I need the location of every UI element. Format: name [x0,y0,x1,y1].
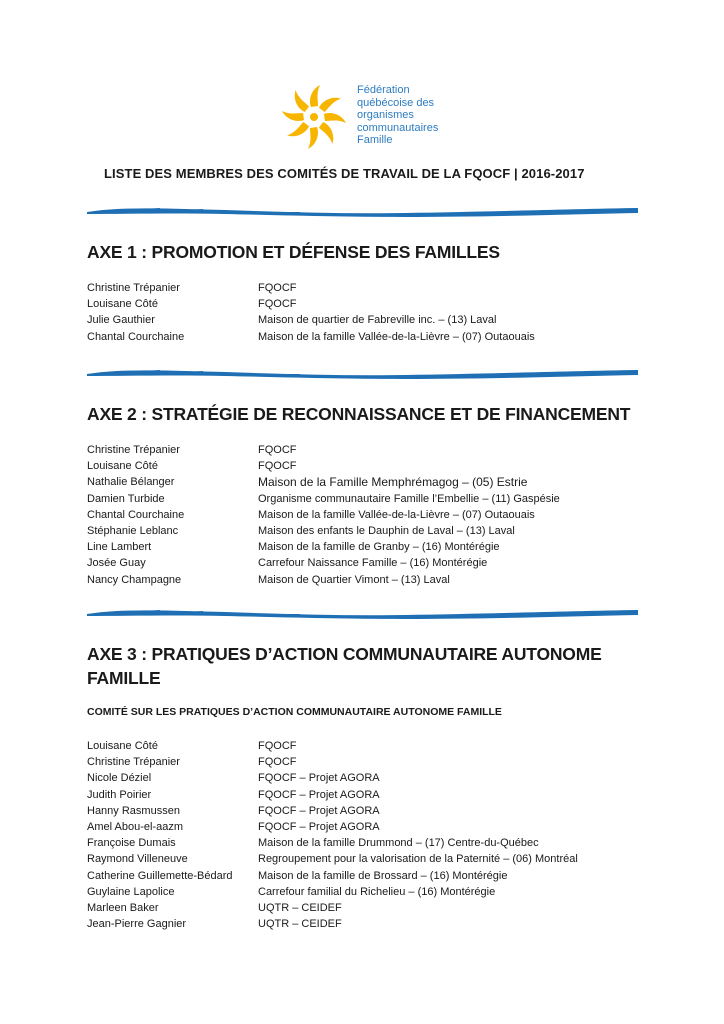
sun-logo-icon [280,82,352,152]
axe-3-subtitle: COMITÉ SUR LES PRATIQUES D’ACTION COMMUNAUTAIRE AUTONOME FAMILLE [87,706,502,718]
axe-1-title: AXE 1 : PROMOTION ET DÉFENSE DES FAMILLES [87,242,500,262]
member-name: Nancy Champagne [87,573,182,586]
member-row [87,835,647,851]
member-org: FQOCF [258,460,297,473]
axe-1-member-list [87,280,647,345]
member-name: Christine Trépanier [87,444,180,457]
member-org: Maison de quartier de Fabreville inc. – (13) Laval [258,314,497,327]
axe-2-title: AXE 2 : STRATÉGIE DE RECONNAISSANCE ET DE FINANCEMENT [87,404,631,424]
member-row [87,474,647,490]
member-org: Maison de la famille Vallée-de-la-Lièvre – (07) Outaouais [258,508,535,521]
member-name: Nathalie Bélanger [87,476,175,489]
member-name: Louisane Côté [87,460,158,473]
member-org: Maison des enfants le Dauphin de Laval – (13) Laval [258,525,515,538]
member-org: FQOCF [258,298,297,311]
member-org: FQOCF – Projet AGORA [258,821,380,834]
member-name: Louisane Côté [87,740,158,753]
member-row [87,868,647,884]
member-row [87,539,647,555]
member-org: UQTR – CEIDEF [258,918,342,931]
axe-2-member-list [87,442,647,588]
member-row [87,442,647,458]
member-org: Regroupement pour la valorisation de la Paternité – (06) Montréal [258,853,578,866]
member-org: FQOCF – Projet AGORA [258,804,380,817]
member-row [87,572,647,588]
logo-line: québécoise des [357,96,435,109]
member-org: Carrefour Naissance Famille – (16) Montérégie [258,557,488,570]
member-org: Organisme communautaire Famille l’Embellie – (11) Gaspésie [258,492,560,505]
member-row [87,900,647,916]
member-name: Julie Gauthier [87,314,155,327]
member-name: Marleen Baker [87,901,159,914]
member-org: Carrefour familial du Richelieu – (16) Montérégie [258,885,496,898]
member-org: FQOCF [258,756,297,769]
member-org: FQOCF [258,740,297,753]
member-name: Hanny Rasmussen [87,804,180,817]
member-row [87,523,647,539]
brush-divider [85,606,640,620]
member-name: Jean-Pierre Gagnier [87,918,187,931]
member-name: Louisane Côté [87,298,158,311]
member-row [87,770,647,786]
member-row [87,738,647,754]
member-name: Raymond Villeneuve [87,853,188,866]
member-row [87,329,647,345]
member-org: UQTR – CEIDEF [258,901,342,914]
member-row [87,803,647,819]
logo-line: Fédération [357,84,410,96]
member-org: FQOCF [258,444,297,457]
member-org: Maison de la famille Vallée-de-la-Lièvre – (07) Outaouais [258,330,535,343]
member-org: FQOCF – Projet AGORA [258,772,380,785]
logo-line: communautaires [357,121,439,134]
member-name: Judith Poirier [87,788,152,801]
brush-divider [85,366,640,380]
member-name: Damien Turbide [87,492,165,505]
member-row [87,851,647,867]
logo-line: organismes [357,109,414,121]
member-row [87,916,647,932]
member-row [87,754,647,770]
member-row [87,280,647,296]
member-row [87,819,647,835]
member-row [87,555,647,571]
member-name: Line Lambert [87,541,152,554]
member-row [87,884,647,900]
member-name: Catherine Guillemette-Bédard [87,869,233,882]
member-name: Christine Trépanier [87,282,180,295]
member-org: FQOCF – Projet AGORA [258,788,380,801]
member-row [87,312,647,328]
member-row [87,787,647,803]
member-name: Françoise Dumais [87,837,176,850]
member-org: Maison de la Famille Memphrémagog – (05) Estrie [258,475,528,490]
member-name: Stéphanie Leblanc [87,525,179,538]
axe-3-title: AXE 3 : PRATIQUES D’ACTION COMMUNAUTAIRE AUTONOME FAMILLE [87,644,602,688]
member-row [87,458,647,474]
member-row [87,491,647,507]
member-name: Christine Trépanier [87,756,180,769]
member-name: Chantal Courchaine [87,508,185,521]
logo-wordmark [357,84,438,147]
member-row [87,296,647,312]
brush-divider [85,204,640,218]
document-title: LISTE DES MEMBRES DES COMITÉS DE TRAVAIL DE LA FQOCF | 2016-2017 [104,166,585,181]
member-name: Chantal Courchaine [87,330,185,343]
member-org: Maison de la famille Drummond – (17) Centre-du-Québec [258,837,539,850]
member-name: Josée Guay [87,557,146,570]
logo-line: Famille [357,134,393,146]
member-org: Maison de la famille de Brossard – (16) Montérégie [258,869,508,882]
member-name: Guylaine Lapolice [87,885,175,898]
axe-3-member-list [87,738,647,932]
member-org: Maison de Quartier Vimont – (13) Laval [258,573,450,586]
member-org: Maison de la famille de Granby – (16) Montérégie [258,541,500,554]
member-org: FQOCF [258,282,297,295]
member-row [87,507,647,523]
member-name: Nicole Déziel [87,772,152,785]
fqocf-logo [280,82,450,152]
member-name: Amel Abou-el-aazm [87,821,183,834]
